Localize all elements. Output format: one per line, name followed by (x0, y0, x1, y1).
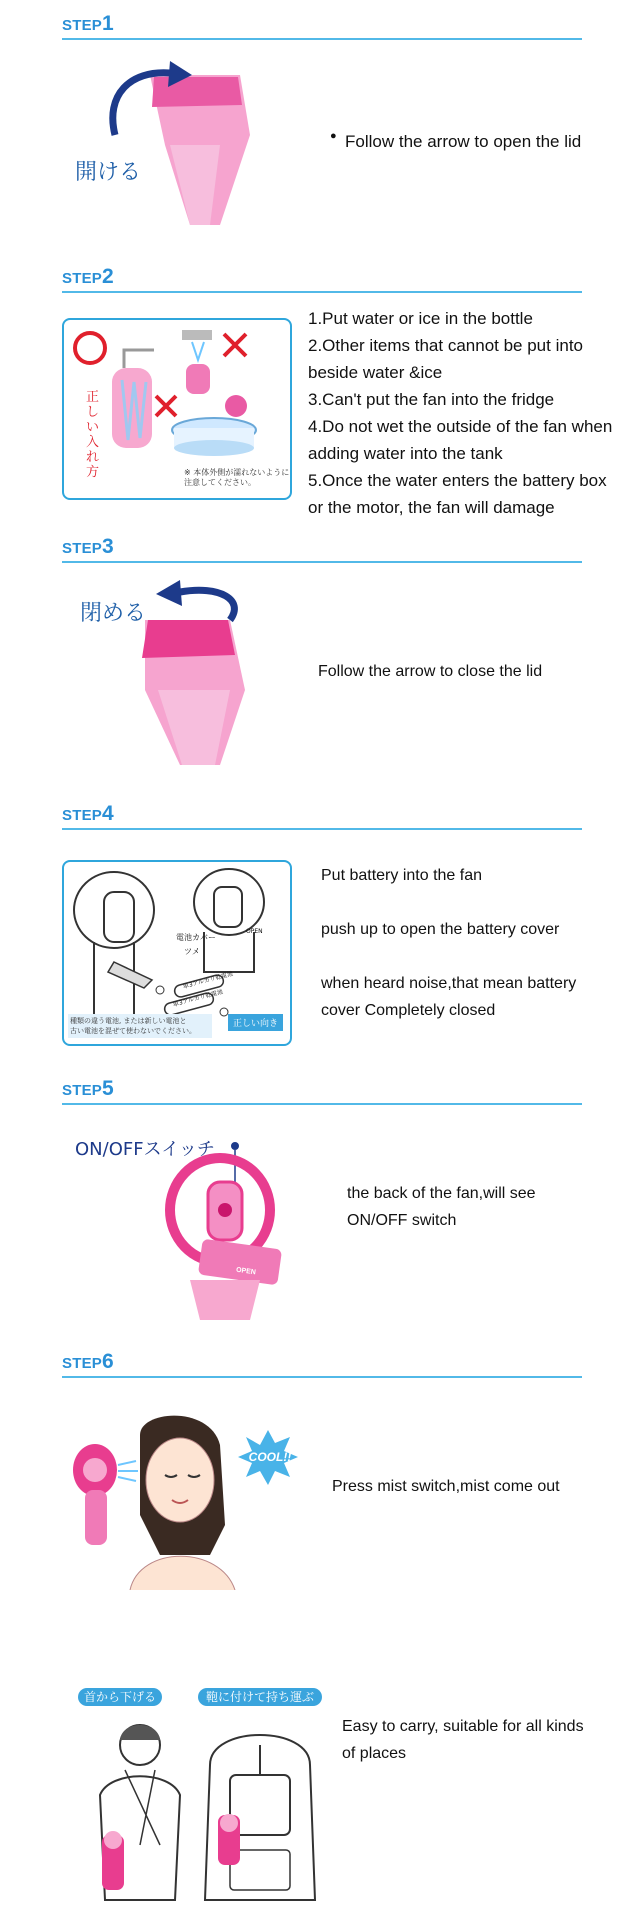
tab-jp: ツメ (184, 947, 200, 956)
step4-line: push up to open the battery cover (321, 921, 560, 938)
onoff-switch-icon (218, 1203, 232, 1217)
carry-illustration (80, 1715, 330, 1905)
step3-text: Follow the arrow to close the lid (318, 663, 543, 680)
step4-divider (62, 828, 582, 830)
step6-text: Press mist switch,mist come out (332, 1478, 560, 1495)
step4-header (62, 800, 582, 830)
close-jp-label: 閉める (80, 601, 147, 626)
step2-title: STEP2 (62, 265, 114, 288)
step4-instructions (321, 862, 576, 1024)
cool-burst-label: COOL!! (248, 1450, 292, 1464)
mist-face-illustration (70, 1405, 300, 1590)
step1-text: Follow the arrow to open the lid (345, 132, 582, 151)
step2-instructions (308, 305, 612, 521)
step5-header (62, 1075, 582, 1105)
step2-line: 5.Once the water enters the battery box (308, 471, 607, 490)
open-mark-label: OPEN (235, 1266, 257, 1277)
step1-header (62, 10, 582, 40)
battery-cover-jp: 電池カバー (176, 933, 216, 942)
open-jp-label: 開ける (75, 160, 142, 185)
battery1-jp: 単3アルカリ乾電池 (182, 970, 234, 991)
step2-panel (62, 318, 292, 500)
bag-carry-badge: 鞄に付けて持ち運ぶ (198, 1688, 322, 1706)
step2-line: 4.Do not wet the outside of the fan when (308, 417, 613, 436)
step4-line: Put battery into the fan (321, 867, 482, 884)
step2-line: or the motor, the fan will damage (308, 498, 555, 517)
correct-circle-icon (75, 333, 105, 363)
step6-divider (62, 1376, 582, 1378)
carry-line: Easy to carry, suitable for all kinds (342, 1718, 584, 1735)
open-lid-illustration (70, 55, 280, 235)
step4-panel (62, 860, 292, 1046)
step6-header (62, 1348, 582, 1378)
step4-title: STEP4 (62, 802, 114, 825)
bullet-icon: ● (330, 130, 337, 142)
step3-divider (62, 561, 582, 563)
wrong-x-icon (224, 334, 246, 356)
step5-title: STEP5 (62, 1077, 114, 1100)
step1-title: STEP1 (62, 12, 114, 35)
step2-line: 1.Put water or ice in the bottle (308, 309, 533, 328)
step2-line: 3.Can't put the fan into the fridge (308, 390, 555, 409)
correct-direction-badge: 正しい向き (228, 1014, 283, 1031)
correct-method-jp: 正しい入れ方 (86, 390, 100, 480)
step6-title: STEP6 (62, 1350, 114, 1373)
carry-text (342, 1713, 584, 1767)
step2-header (62, 263, 582, 293)
battery-warning-jp: 種類の違う電池, または新しい電池と 古い電池を混ぜて使わないでください。 (68, 1014, 212, 1038)
step1-divider (62, 38, 582, 40)
step2-line: adding water into the tank (308, 444, 503, 463)
wrong-x-icon (156, 396, 176, 416)
step5-instructions (347, 1180, 536, 1234)
step2-line: beside water &ice (308, 363, 443, 382)
pointer-dot-icon (231, 1142, 239, 1150)
battery2-jp: 単3アルカリ乾電池 (172, 988, 224, 1009)
step4-line: cover Completely closed (321, 1002, 496, 1019)
step2-divider (62, 291, 582, 293)
neck-hang-badge: 首から下げる (78, 1688, 162, 1706)
step3-header (62, 533, 582, 563)
carry-line: of places (342, 1745, 407, 1762)
open-mark-jp: OPEN (246, 928, 263, 935)
fan-back-illustration (160, 1140, 310, 1320)
step2-line: 2.Other items that cannot be put into (308, 336, 583, 355)
onoff-switch-jp-label: ON/OFFスイッチ (75, 1139, 215, 1160)
wet-note-jp: ※ 本体外側が濡れないように 注意してください。 (184, 468, 290, 487)
step4-line: when heard noise,that mean battery (321, 975, 577, 992)
step3-title: STEP3 (62, 535, 114, 558)
step5-line: the back of the fan,will see (347, 1185, 536, 1202)
step5-line: ON/OFF switch (347, 1212, 457, 1229)
step5-divider (62, 1103, 582, 1105)
arrow-head-icon (156, 580, 182, 606)
